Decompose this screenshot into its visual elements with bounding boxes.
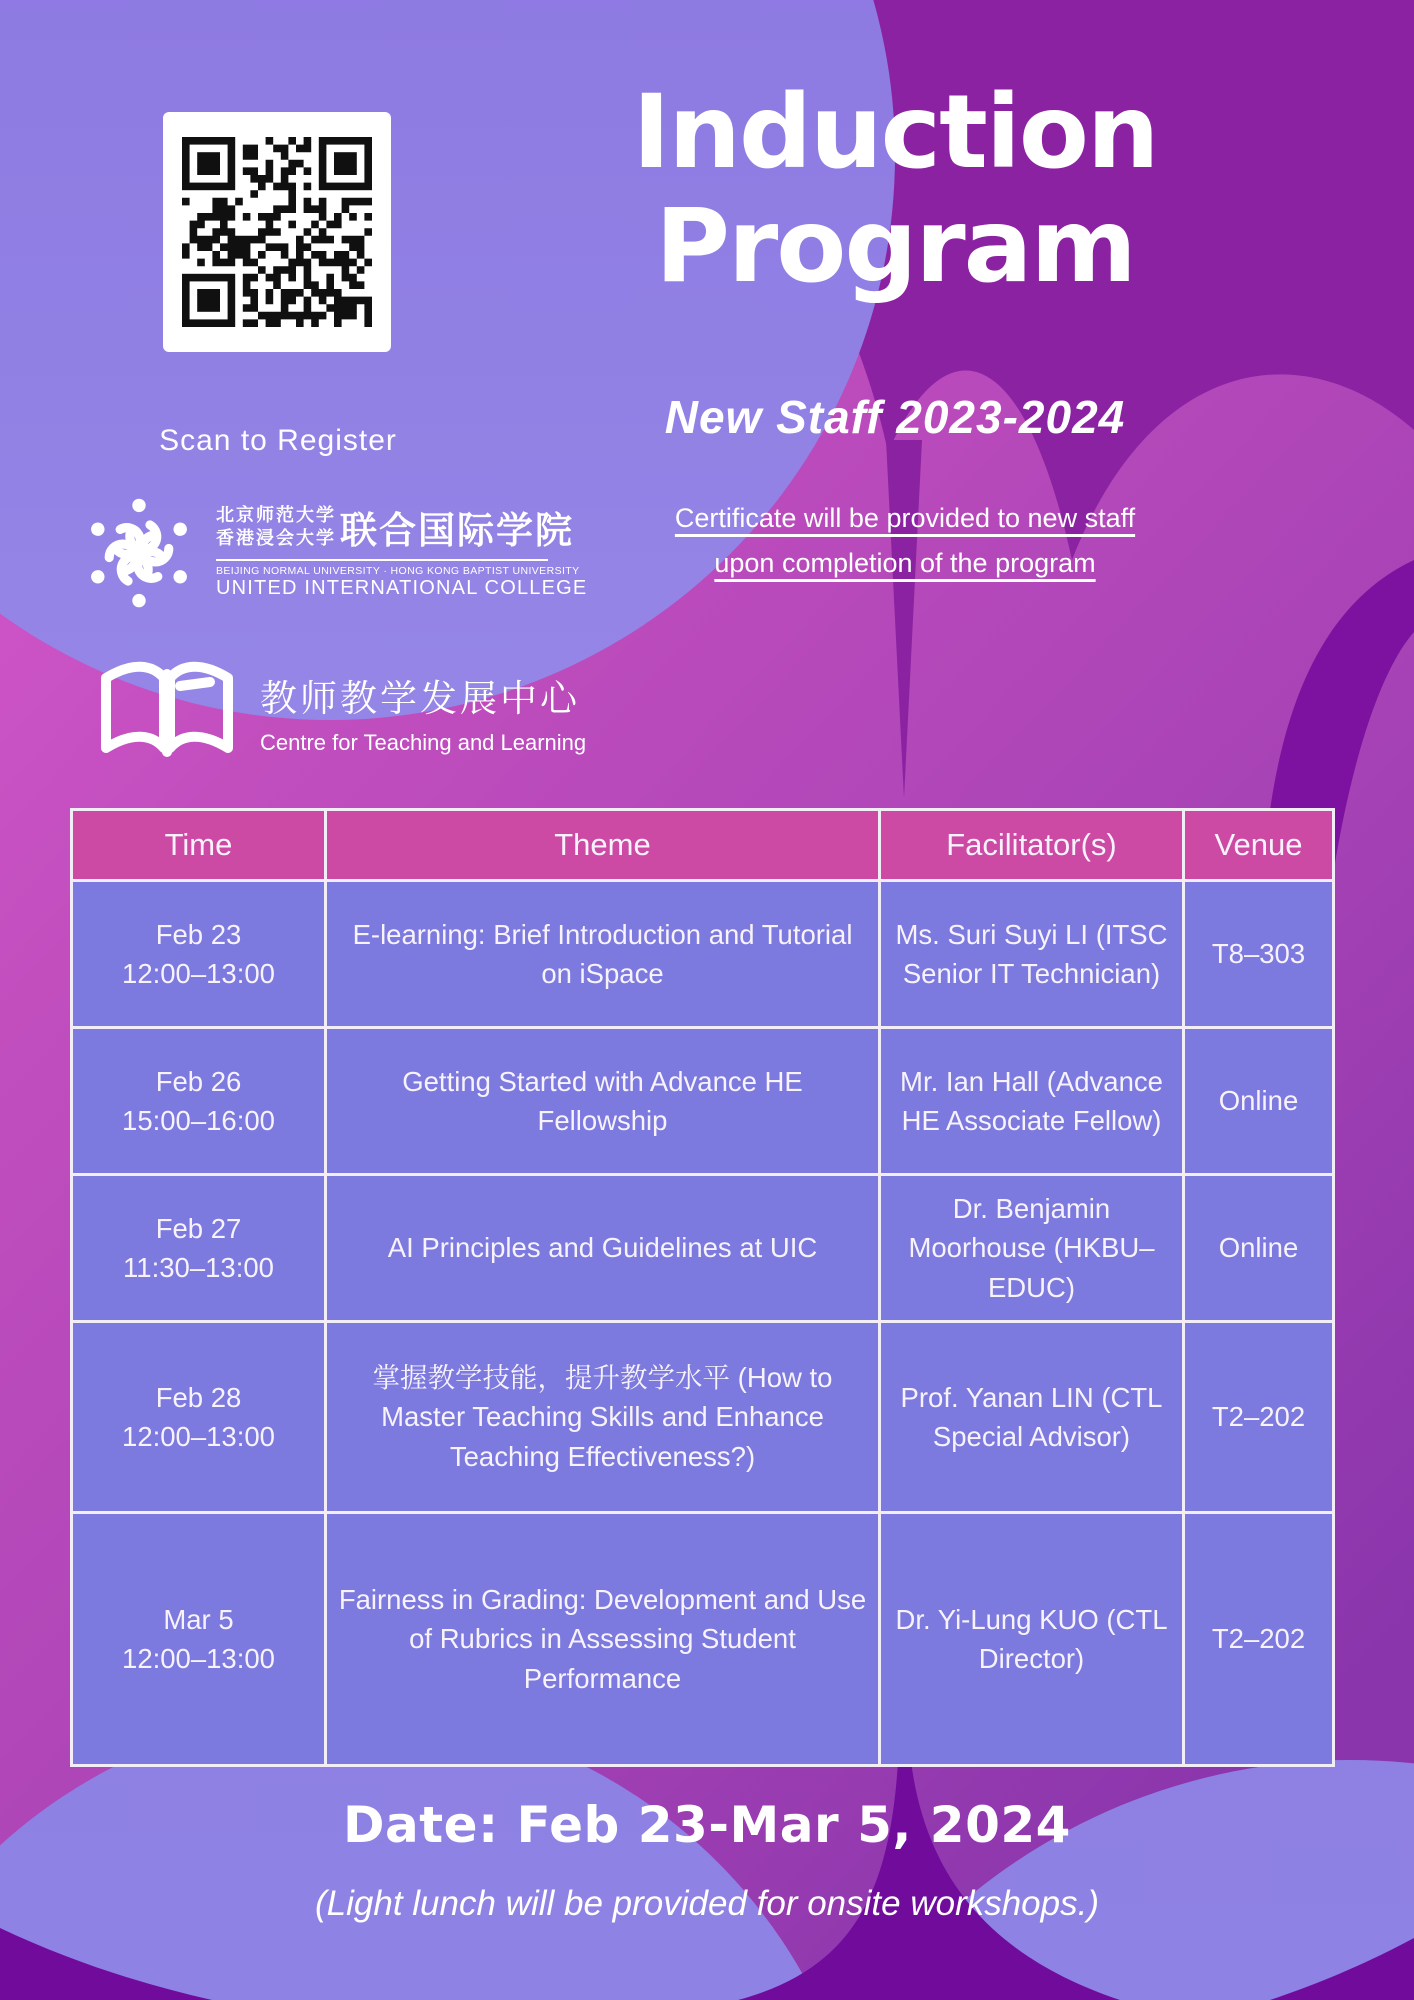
session-time-cell [72, 1175, 326, 1322]
session-venue: T2–202 [1184, 1513, 1334, 1766]
session-date: Feb 28 [155, 1381, 242, 1413]
schedule-row [72, 881, 1334, 1028]
lunch-note: (Light lunch will be provided for onsite workshops.) [315, 1884, 1099, 1923]
schedule-header-row [72, 810, 1334, 881]
qr-scan-label: Scan to Register [159, 424, 397, 457]
session-time-cell [72, 1322, 326, 1513]
session-facilitator: Mr. Ian Hall (Advance HE Associate Fellow) [880, 1028, 1184, 1175]
qr-code [182, 137, 372, 327]
session-date: Feb 27 [155, 1212, 242, 1244]
session-time-cell [72, 1513, 326, 1766]
ctl-open-book-icon [92, 652, 242, 772]
session-date: Mar 5 [163, 1603, 234, 1635]
session-time: 12:00–13:00 [122, 1643, 275, 1674]
session-time: 11:30–13:00 [123, 1252, 274, 1283]
session-theme: AI Principles and Guidelines at UIC [326, 1175, 880, 1322]
session-venue: T8–303 [1184, 881, 1334, 1028]
uic-cn-college-name: 联合国际学院 [340, 510, 574, 551]
schedule-row [72, 1322, 1334, 1513]
session-facilitator: Dr. Benjamin Moorhouse (HKBU–EDUC) [880, 1175, 1184, 1322]
session-venue: T2–202 [1184, 1322, 1334, 1513]
col-header-time: Time [72, 810, 326, 881]
certificate-note [440, 496, 1370, 587]
title-line-1: Induction [632, 73, 1158, 192]
session-facilitator: Prof. Yanan LIN (CTL Special Advisor) [880, 1322, 1184, 1513]
session-theme: 掌握教学技能，提升教学水平 (How to Master Teaching Skills and Enhance Teaching Effectiveness?) [326, 1322, 880, 1513]
session-time-cell [72, 1028, 326, 1175]
uic-logo-icon [78, 492, 200, 614]
session-time-cell [72, 881, 326, 1028]
poster-title [420, 73, 1370, 307]
session-theme: Fairness in Grading: Development and Use of Rubrics in Assessing Student Performance [326, 1513, 880, 1766]
session-facilitator: Ms. Suri Suyi LI (ITSC Senior IT Technician) [880, 881, 1184, 1028]
session-venue: Online [1184, 1028, 1334, 1175]
col-header-theme: Theme [326, 810, 880, 881]
session-time: 12:00–13:00 [122, 958, 275, 989]
uic-en-college-name: UNITED INTERNATIONAL COLLEGE [216, 577, 588, 599]
col-header-facilitators: Facilitator(s) [880, 810, 1184, 881]
schedule-table [70, 808, 1335, 1767]
title-line-2: Program [655, 187, 1135, 307]
uic-cn-university-1: 北京师范大学 [216, 504, 336, 525]
session-theme: Getting Started with Advance HE Fellowship [326, 1028, 880, 1175]
schedule-row [72, 1028, 1334, 1175]
schedule-row [72, 1175, 1334, 1322]
certificate-note-line-1: Certificate will be provided to new staff [674, 503, 1136, 533]
col-header-venue: Venue [1184, 810, 1334, 881]
schedule-row [72, 1513, 1334, 1766]
certificate-note-line-2: upon completion of the program [714, 548, 1096, 579]
session-time: 12:00–13:00 [122, 1421, 275, 1452]
ctl-logo [92, 652, 586, 772]
session-date: Feb 26 [155, 1065, 242, 1097]
session-facilitator: Dr. Yi-Lung KUO (CTL Director) [880, 1513, 1184, 1766]
uic-en-universities: BEIJING NORMAL UNIVERSITY · HONG KONG BAPTIST UNIVERSITY [216, 565, 580, 577]
session-venue: Online [1184, 1175, 1334, 1322]
uic-cn-university-2: 香港浸会大学 [216, 528, 336, 548]
qr-code-card [163, 112, 391, 352]
ctl-cn-name: 教师教学发展中心 [260, 678, 580, 719]
session-theme: E-learning: Brief Introduction and Tutorial on iSpace [326, 881, 880, 1028]
session-date: Feb 23 [155, 918, 242, 950]
session-time: 15:00–16:00 [122, 1105, 275, 1136]
poster-subtitle: New Staff 2023-2024 [664, 391, 1126, 443]
date-line: Date: Feb 23-Mar 5, 2024 [343, 1796, 1071, 1854]
ctl-en-name: Centre for Teaching and Learning [260, 730, 587, 755]
